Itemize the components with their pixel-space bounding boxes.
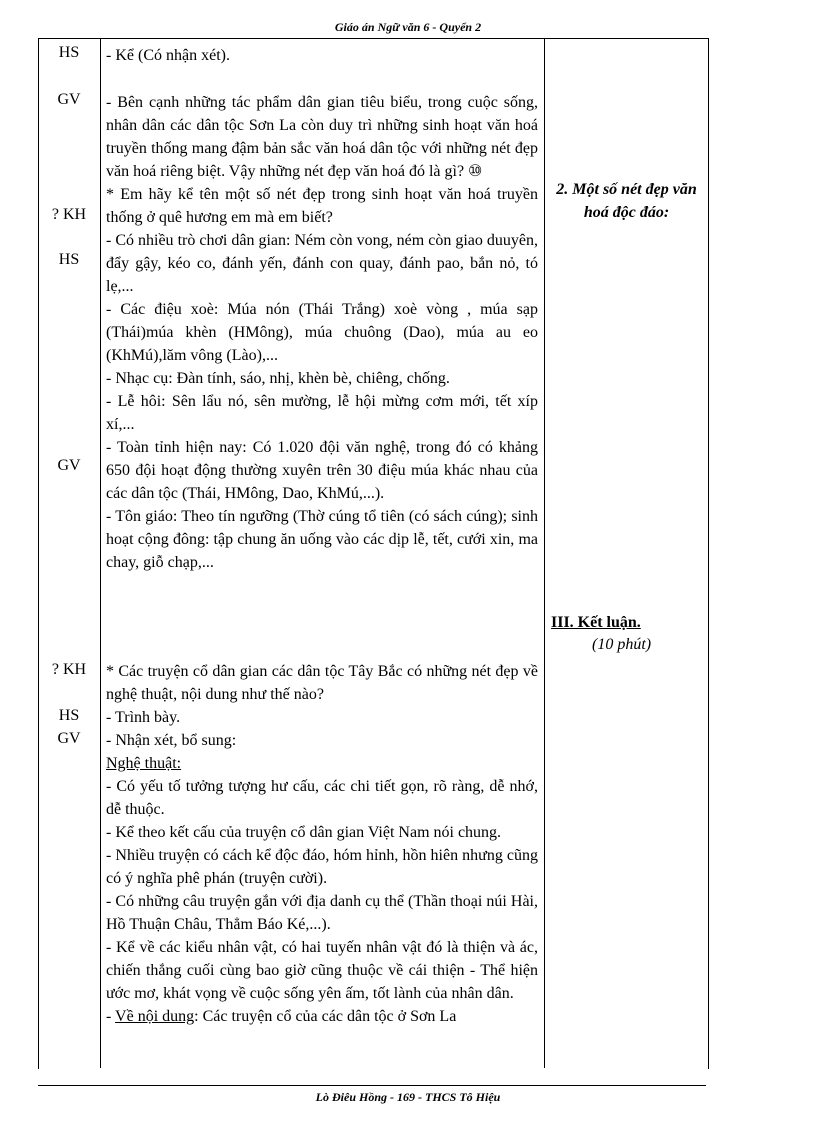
content-block bbox=[106, 660, 538, 1028]
content-block bbox=[106, 44, 538, 574]
paragraph: - Các điệu xoè: Múa nón (Thái Trắng) xoè vòng , múa sạp (Thái)múa khèn (HMông), múa chuông (Dao), múa au eo (KhMú),lăm vông (Lào),... bbox=[106, 301, 538, 364]
page-footer: Lò Điêu Hồng - 169 - THCS Tô Hiệu bbox=[315, 1090, 501, 1104]
page-header: Giáo án Ngữ văn 6 - Quyển 2 bbox=[334, 20, 482, 34]
section-heading: 2. Một số nét đẹp văn hoá độc đáo: bbox=[556, 181, 697, 221]
paragraph: - Toàn tỉnh hiện nay: Có 1.020 đội văn nghệ, trong đó có khảng 650 đội hoạt động thường xuyên trên 30 điệu múa khác nhau của các dân tộc (Thái, HMông, Dao, KhMú,...). bbox=[106, 439, 538, 502]
paragraph: - Về nội dung: Các truyện cổ của các dân tộc ở Sơn La bbox=[106, 1008, 457, 1025]
paragraph-text: : Các truyện cổ của các dân tộc ở Sơn La bbox=[194, 1008, 457, 1025]
role-label: HS bbox=[58, 707, 80, 724]
paragraph: - Có những câu truyện gắn với địa danh cụ thể (Thần thoại núi Hài, Hồ Thuận Châu, Thẳm Báo Ké,...). bbox=[106, 893, 538, 933]
role-label: GV bbox=[57, 457, 81, 474]
paragraph: - Kể (Có nhận xét). bbox=[106, 47, 230, 64]
paragraph: * Em hãy kể tên một số nét đẹp trong sinh hoạt văn hoá truyền thống ở quê hương em mà em biết? bbox=[106, 186, 538, 226]
role-label: ? KH bbox=[51, 661, 87, 678]
paragraph: - Có nhiều trò chơi dân gian: Ném còn vong, ném còn giao duuyên, đẩy gậy, kéo co, đánh yến, đánh con quay, đánh pao, bắn nỏ, tó lẹ,... bbox=[106, 232, 538, 295]
paragraph: - Nhạc cụ: Đàn tính, sáo, nhị, khèn bè, chiêng, chống. bbox=[106, 370, 450, 387]
column-divider bbox=[544, 38, 545, 1068]
paragraph: * Các truyện cổ dân gian các dân tộc Tây Bắc có những nét đẹp về nghệ thuật, nội dung như thế nào? bbox=[106, 663, 538, 703]
paragraph: - Bên cạnh những tác phẩm dân gian tiêu biểu, trong cuộc sống, nhân dân các dân tộc Sơn La còn duy trì những sinh hoạt văn hoá truyền thống mang đậm bản sắc văn hoá dân tộc với những nét đẹp văn hoá riêng biệt. Vậy những nét đẹp văn hoá đó là gì? ⑩ bbox=[106, 94, 538, 180]
role-label: ? KH bbox=[51, 206, 87, 223]
role-label: HS bbox=[58, 251, 80, 268]
section-time: (10 phút) bbox=[592, 636, 652, 653]
paragraph: - Tôn giáo: Theo tín ngưỡng (Thờ cúng tổ tiên (có sách cúng); sinh hoạt cộng đông: tập chung ăn uống vào các dịp lễ, tết, cưới xin, ma chay, giỗ chạp,... bbox=[106, 508, 538, 571]
paragraph: - Kể theo kết cấu của truyện cổ dân gian Việt Nam nói chung. bbox=[106, 824, 502, 841]
role-label: GV bbox=[57, 730, 81, 747]
column-divider bbox=[100, 38, 101, 1068]
paragraph: - Nhiều truyện có cách kể độc đáo, hóm hỉnh, hồn hiên nhưng cũng có ý nghĩa phê phán (truyện cười). bbox=[106, 847, 538, 887]
paragraph: - Nhận xét, bổ sung: bbox=[106, 732, 237, 749]
section-heading: III. Kết luận. bbox=[551, 614, 641, 631]
paragraph: - Lễ hôi: Sên lẩu nó, sên mường, lễ hội mừng cơm mới, tết xíp xí,... bbox=[106, 393, 538, 433]
subheading: Nghệ thuật: bbox=[106, 755, 182, 772]
footer-divider bbox=[38, 1085, 706, 1086]
role-label: GV bbox=[57, 91, 81, 108]
paragraph: - Trình bày. bbox=[106, 709, 181, 726]
paragraph: - Kể về các kiểu nhân vật, có hai tuyến nhân vật đó là thiện và ác, chiến thắng cuối cùng bao giờ cũng thuộc về cái thiện - Thể hiện ước mơ, khát vọng về cuộc sống yên ấm, tốt lành của nhân dân. bbox=[106, 939, 538, 1002]
role-label: HS bbox=[58, 44, 80, 61]
paragraph: - Có yếu tố tưởng tượng hư cấu, các chi tiết gọn, rõ ràng, dễ nhớ, dễ thuộc. bbox=[106, 778, 538, 818]
subheading: Về nội dung bbox=[115, 1008, 195, 1025]
